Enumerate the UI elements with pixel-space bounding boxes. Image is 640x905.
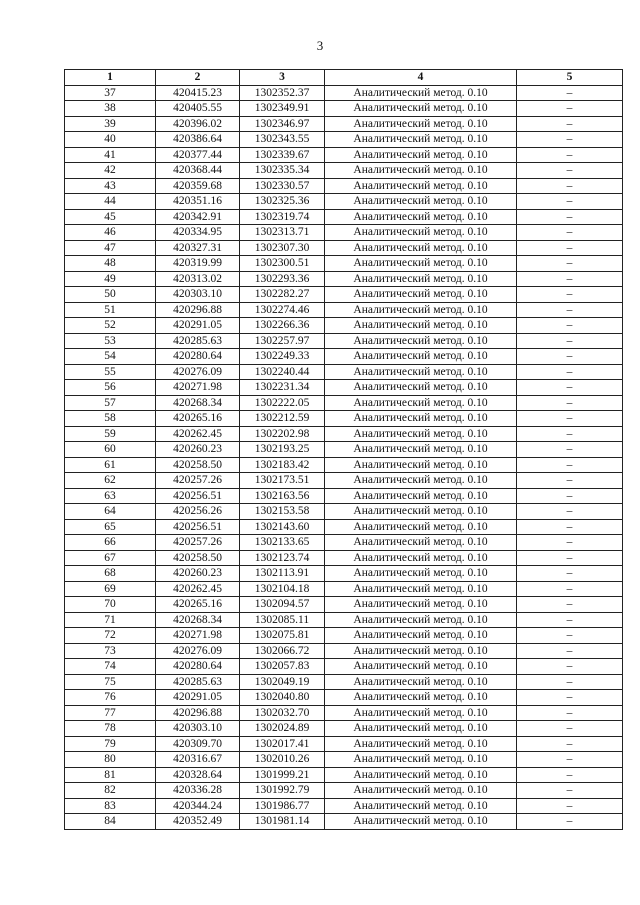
table-cell: Аналитический метод. 0.10 xyxy=(325,333,517,349)
table-cell: Аналитический метод. 0.10 xyxy=(325,566,517,582)
table-cell: – xyxy=(517,488,623,504)
table-row xyxy=(65,457,623,473)
table-cell: 1302212.59 xyxy=(240,411,325,427)
table-cell: Аналитический метод. 0.10 xyxy=(325,643,517,659)
table-row xyxy=(65,581,623,597)
table-cell: Аналитический метод. 0.10 xyxy=(325,178,517,194)
table-cell: – xyxy=(517,132,623,148)
table-cell: – xyxy=(517,411,623,427)
page-number: 3 xyxy=(316,38,324,53)
table-cell: 420256.26 xyxy=(156,504,240,520)
table-cell: 1302293.36 xyxy=(240,271,325,287)
table-cell: 1302307.30 xyxy=(240,240,325,256)
table-cell: 420359.68 xyxy=(156,178,240,194)
table-cell: 1302240.44 xyxy=(240,364,325,380)
table-cell: Аналитический метод. 0.10 xyxy=(325,612,517,628)
table-row xyxy=(65,659,623,675)
table-cell: 68 xyxy=(65,566,156,582)
table-cell: – xyxy=(517,721,623,737)
table-cell: Аналитический метод. 0.10 xyxy=(325,721,517,737)
table-cell: 52 xyxy=(65,318,156,334)
table-cell: 420285.63 xyxy=(156,333,240,349)
table-cell: 420262.45 xyxy=(156,581,240,597)
table-cell: 1302094.57 xyxy=(240,597,325,613)
table-cell: Аналитический метод. 0.10 xyxy=(325,504,517,520)
table-cell: 80 xyxy=(65,752,156,768)
table-cell: Аналитический метод. 0.10 xyxy=(325,411,517,427)
table-cell: 59 xyxy=(65,426,156,442)
table-cell: 1302343.55 xyxy=(240,132,325,148)
table-cell: Аналитический метод. 0.10 xyxy=(325,85,517,101)
table-row xyxy=(65,674,623,690)
table-cell: 78 xyxy=(65,721,156,737)
table-cell: 1302274.46 xyxy=(240,302,325,318)
table-cell: Аналитический метод. 0.10 xyxy=(325,349,517,365)
table-cell: Аналитический метод. 0.10 xyxy=(325,116,517,132)
table-cell: – xyxy=(517,736,623,752)
table-cell: – xyxy=(517,147,623,163)
table-cell: Аналитический метод. 0.10 xyxy=(325,256,517,272)
table-cell: – xyxy=(517,349,623,365)
table-cell: – xyxy=(517,783,623,799)
column-header: 5 xyxy=(517,70,623,86)
table-cell: – xyxy=(517,380,623,396)
table-cell: – xyxy=(517,225,623,241)
table-cell: Аналитический метод. 0.10 xyxy=(325,163,517,179)
table-cell: – xyxy=(517,504,623,520)
table-cell: 420309.70 xyxy=(156,736,240,752)
table-cell: Аналитический метод. 0.10 xyxy=(325,798,517,814)
table-cell: 420316.67 xyxy=(156,752,240,768)
table-cell: Аналитический метод. 0.10 xyxy=(325,426,517,442)
table-cell: 1302153.58 xyxy=(240,504,325,520)
table-cell: 1301981.14 xyxy=(240,814,325,830)
table-cell: 40 xyxy=(65,132,156,148)
table-cell: 1302085.11 xyxy=(240,612,325,628)
table-cell: 1302325.36 xyxy=(240,194,325,210)
table-cell: 420303.10 xyxy=(156,287,240,303)
table-cell: 70 xyxy=(65,597,156,613)
table-row xyxy=(65,690,623,706)
table-cell: 1302300.51 xyxy=(240,256,325,272)
table-cell: – xyxy=(517,674,623,690)
table-cell: Аналитический метод. 0.10 xyxy=(325,473,517,489)
table-cell: 420265.16 xyxy=(156,597,240,613)
table-cell: Аналитический метод. 0.10 xyxy=(325,380,517,396)
table-row xyxy=(65,147,623,163)
table-cell: – xyxy=(517,256,623,272)
table-cell: – xyxy=(517,287,623,303)
table-row xyxy=(65,240,623,256)
table-row xyxy=(65,395,623,411)
table-cell: Аналитический метод. 0.10 xyxy=(325,225,517,241)
table-cell: 57 xyxy=(65,395,156,411)
table-cell: 420291.05 xyxy=(156,318,240,334)
table-cell: Аналитический метод. 0.10 xyxy=(325,767,517,783)
column-header: 4 xyxy=(325,70,517,86)
table-cell: 1302202.98 xyxy=(240,426,325,442)
table-row xyxy=(65,302,623,318)
table-cell: 73 xyxy=(65,643,156,659)
table-cell: 60 xyxy=(65,442,156,458)
table-cell: Аналитический метод. 0.10 xyxy=(325,581,517,597)
table-row xyxy=(65,442,623,458)
table-cell: 82 xyxy=(65,783,156,799)
table-cell: – xyxy=(517,659,623,675)
table-cell: – xyxy=(517,271,623,287)
table-cell: – xyxy=(517,597,623,613)
table-cell: 420296.88 xyxy=(156,705,240,721)
table-cell: 1302282.27 xyxy=(240,287,325,303)
table-cell: 84 xyxy=(65,814,156,830)
table-cell: 1301986.77 xyxy=(240,798,325,814)
table-cell: – xyxy=(517,473,623,489)
table-cell: 1302352.37 xyxy=(240,85,325,101)
table-cell: – xyxy=(517,318,623,334)
table-row xyxy=(65,85,623,101)
table-cell: 67 xyxy=(65,550,156,566)
table-row xyxy=(65,767,623,783)
table-cell: 38 xyxy=(65,101,156,117)
table-cell: 420396.02 xyxy=(156,116,240,132)
table-row xyxy=(65,225,623,241)
table-cell: 420313.02 xyxy=(156,271,240,287)
table-row xyxy=(65,271,623,287)
table-cell: – xyxy=(517,194,623,210)
table-cell: Аналитический метод. 0.10 xyxy=(325,442,517,458)
table-row xyxy=(65,721,623,737)
table-cell: Аналитический метод. 0.10 xyxy=(325,209,517,225)
table-cell: 420296.88 xyxy=(156,302,240,318)
table-cell: – xyxy=(517,798,623,814)
table-cell: – xyxy=(517,395,623,411)
table-cell: – xyxy=(517,550,623,566)
table-cell: 1301992.79 xyxy=(240,783,325,799)
table-cell: – xyxy=(517,628,623,644)
table-cell: 41 xyxy=(65,147,156,163)
column-header: 1 xyxy=(65,70,156,86)
table-cell: 420342.91 xyxy=(156,209,240,225)
table-cell: 1302075.81 xyxy=(240,628,325,644)
table-row xyxy=(65,566,623,582)
table-cell: 420303.10 xyxy=(156,721,240,737)
table-cell: – xyxy=(517,535,623,551)
table-cell: 37 xyxy=(65,85,156,101)
table-cell: 75 xyxy=(65,674,156,690)
table-cell: 420271.98 xyxy=(156,628,240,644)
table-cell: Аналитический метод. 0.10 xyxy=(325,628,517,644)
table-row xyxy=(65,612,623,628)
table-cell: 1302319.74 xyxy=(240,209,325,225)
table-cell: – xyxy=(517,442,623,458)
table-row xyxy=(65,504,623,520)
table-cell: Аналитический метод. 0.10 xyxy=(325,318,517,334)
table-row xyxy=(65,287,623,303)
table-cell: – xyxy=(517,364,623,380)
table-cell: 50 xyxy=(65,287,156,303)
table-cell: Аналитический метод. 0.10 xyxy=(325,302,517,318)
table-row xyxy=(65,783,623,799)
table-cell: 46 xyxy=(65,225,156,241)
table-cell: Аналитический метод. 0.10 xyxy=(325,814,517,830)
table-cell: 61 xyxy=(65,457,156,473)
table-cell: Аналитический метод. 0.10 xyxy=(325,783,517,799)
table-cell: 420268.34 xyxy=(156,612,240,628)
table-cell: 58 xyxy=(65,411,156,427)
table-row xyxy=(65,194,623,210)
table-cell: – xyxy=(517,581,623,597)
table-cell: 420334.95 xyxy=(156,225,240,241)
table-cell: – xyxy=(517,690,623,706)
table-cell: Аналитический метод. 0.10 xyxy=(325,457,517,473)
table-row xyxy=(65,318,623,334)
table-cell: – xyxy=(517,752,623,768)
table-cell: Аналитический метод. 0.10 xyxy=(325,194,517,210)
table-cell: 42 xyxy=(65,163,156,179)
table-body xyxy=(65,85,623,829)
table-row xyxy=(65,597,623,613)
table-row xyxy=(65,752,623,768)
table-cell: 420352.49 xyxy=(156,814,240,830)
table-cell: 1302049.19 xyxy=(240,674,325,690)
table-cell: 43 xyxy=(65,178,156,194)
table-cell: 420257.26 xyxy=(156,535,240,551)
table-cell: 1302010.26 xyxy=(240,752,325,768)
table-cell: 76 xyxy=(65,690,156,706)
table-cell: 420262.45 xyxy=(156,426,240,442)
table-row xyxy=(65,736,623,752)
table-cell: – xyxy=(517,612,623,628)
table-cell: 420291.05 xyxy=(156,690,240,706)
column-header: 2 xyxy=(156,70,240,86)
table-cell: – xyxy=(517,85,623,101)
table-cell: 66 xyxy=(65,535,156,551)
table-cell: 45 xyxy=(65,209,156,225)
table-cell: 47 xyxy=(65,240,156,256)
table-cell: 1302249.33 xyxy=(240,349,325,365)
table-cell: 1302143.60 xyxy=(240,519,325,535)
table-cell: 1302057.83 xyxy=(240,659,325,675)
table-cell: 72 xyxy=(65,628,156,644)
table-cell: – xyxy=(517,457,623,473)
table-cell: 79 xyxy=(65,736,156,752)
table-row xyxy=(65,349,623,365)
table-cell: 55 xyxy=(65,364,156,380)
table-cell: 420336.28 xyxy=(156,783,240,799)
table-cell: 1302266.36 xyxy=(240,318,325,334)
table-cell: 420256.51 xyxy=(156,488,240,504)
table-cell: 420328.64 xyxy=(156,767,240,783)
table-cell: – xyxy=(517,240,623,256)
table-row xyxy=(65,333,623,349)
table-cell: Аналитический метод. 0.10 xyxy=(325,674,517,690)
table-header-row xyxy=(65,70,623,86)
table-cell: 1302193.25 xyxy=(240,442,325,458)
table-cell: 1302339.67 xyxy=(240,147,325,163)
table-cell: 420405.55 xyxy=(156,101,240,117)
table-cell: 81 xyxy=(65,767,156,783)
table-cell: 62 xyxy=(65,473,156,489)
table-cell: 39 xyxy=(65,116,156,132)
table-row xyxy=(65,814,623,830)
table-cell: Аналитический метод. 0.10 xyxy=(325,550,517,566)
table-row xyxy=(65,101,623,117)
table-cell: 1302231.34 xyxy=(240,380,325,396)
table-row xyxy=(65,132,623,148)
table-cell: 1302017.41 xyxy=(240,736,325,752)
table-cell: 1302313.71 xyxy=(240,225,325,241)
table-cell: Аналитический метод. 0.10 xyxy=(325,240,517,256)
table-cell: Аналитический метод. 0.10 xyxy=(325,287,517,303)
table-cell: 74 xyxy=(65,659,156,675)
table-cell: – xyxy=(517,767,623,783)
table-cell: Аналитический метод. 0.10 xyxy=(325,690,517,706)
table-row xyxy=(65,519,623,535)
table-cell: – xyxy=(517,705,623,721)
table-cell: 420271.98 xyxy=(156,380,240,396)
table-row xyxy=(65,535,623,551)
table-cell: – xyxy=(517,209,623,225)
table-row xyxy=(65,473,623,489)
table-row xyxy=(65,178,623,194)
table-cell: 420258.50 xyxy=(156,550,240,566)
table-cell: 1302183.42 xyxy=(240,457,325,473)
table-cell: 420276.09 xyxy=(156,643,240,659)
table-cell: 420327.31 xyxy=(156,240,240,256)
table-cell: 1302349.91 xyxy=(240,101,325,117)
table-row xyxy=(65,426,623,442)
table-row xyxy=(65,411,623,427)
table-cell: 54 xyxy=(65,349,156,365)
table-cell: 65 xyxy=(65,519,156,535)
table-cell: 83 xyxy=(65,798,156,814)
table-cell: Аналитический метод. 0.10 xyxy=(325,488,517,504)
table-cell: 420285.63 xyxy=(156,674,240,690)
table-cell: – xyxy=(517,163,623,179)
table-cell: 1302222.05 xyxy=(240,395,325,411)
table-cell: 1302163.56 xyxy=(240,488,325,504)
table-cell: 1302024.89 xyxy=(240,721,325,737)
table-cell: 56 xyxy=(65,380,156,396)
table-row xyxy=(65,256,623,272)
table-cell: 420257.26 xyxy=(156,473,240,489)
table-cell: – xyxy=(517,116,623,132)
table-cell: 48 xyxy=(65,256,156,272)
table-cell: 420260.23 xyxy=(156,566,240,582)
table-cell: 1302123.74 xyxy=(240,550,325,566)
table-cell: Аналитический метод. 0.10 xyxy=(325,535,517,551)
table-cell: 420280.64 xyxy=(156,659,240,675)
table-row xyxy=(65,550,623,566)
table-cell: Аналитический метод. 0.10 xyxy=(325,519,517,535)
table-cell: 1302330.57 xyxy=(240,178,325,194)
table-cell: 1301999.21 xyxy=(240,767,325,783)
table-cell: Аналитический метод. 0.10 xyxy=(325,752,517,768)
table-cell: 1302104.18 xyxy=(240,581,325,597)
table-cell: 1302335.34 xyxy=(240,163,325,179)
table-cell: 53 xyxy=(65,333,156,349)
column-header: 3 xyxy=(240,70,325,86)
table-row xyxy=(65,380,623,396)
table-cell: – xyxy=(517,814,623,830)
table-cell: 1302133.65 xyxy=(240,535,325,551)
table-row xyxy=(65,209,623,225)
table-row xyxy=(65,628,623,644)
table-cell: 420276.09 xyxy=(156,364,240,380)
table-cell: – xyxy=(517,566,623,582)
table-cell: Аналитический метод. 0.10 xyxy=(325,364,517,380)
table-cell: 420258.50 xyxy=(156,457,240,473)
table-cell: – xyxy=(517,178,623,194)
table-cell: – xyxy=(517,101,623,117)
table-cell: – xyxy=(517,643,623,659)
coordinates-table xyxy=(64,69,623,830)
table-cell: 77 xyxy=(65,705,156,721)
table-cell: 420415.23 xyxy=(156,85,240,101)
table-cell: 64 xyxy=(65,504,156,520)
table-cell: 49 xyxy=(65,271,156,287)
table-cell: Аналитический метод. 0.10 xyxy=(325,101,517,117)
table-cell: 420377.44 xyxy=(156,147,240,163)
table-cell: Аналитический метод. 0.10 xyxy=(325,705,517,721)
table-cell: 420256.51 xyxy=(156,519,240,535)
table-cell: 1302032.70 xyxy=(240,705,325,721)
table-row xyxy=(65,705,623,721)
table-cell: 71 xyxy=(65,612,156,628)
table-cell: 420265.16 xyxy=(156,411,240,427)
table-cell: Аналитический метод. 0.10 xyxy=(325,147,517,163)
table-cell: 420280.64 xyxy=(156,349,240,365)
table-cell: 420351.16 xyxy=(156,194,240,210)
table-cell: 420268.34 xyxy=(156,395,240,411)
table-cell: 69 xyxy=(65,581,156,597)
table-cell: – xyxy=(517,333,623,349)
table-row xyxy=(65,163,623,179)
table-row xyxy=(65,798,623,814)
table-cell: 1302113.91 xyxy=(240,566,325,582)
table-cell: 420319.99 xyxy=(156,256,240,272)
table-cell: 1302346.97 xyxy=(240,116,325,132)
table-cell: Аналитический метод. 0.10 xyxy=(325,736,517,752)
table-cell: 1302173.51 xyxy=(240,473,325,489)
table-cell: 420344.24 xyxy=(156,798,240,814)
table-row xyxy=(65,488,623,504)
table-cell: 44 xyxy=(65,194,156,210)
table-cell: 51 xyxy=(65,302,156,318)
table-cell: Аналитический метод. 0.10 xyxy=(325,597,517,613)
table-cell: Аналитический метод. 0.10 xyxy=(325,271,517,287)
table-cell: Аналитический метод. 0.10 xyxy=(325,395,517,411)
table-cell: – xyxy=(517,302,623,318)
table-cell: Аналитический метод. 0.10 xyxy=(325,132,517,148)
table-cell: 1302257.97 xyxy=(240,333,325,349)
table-cell: 63 xyxy=(65,488,156,504)
table-cell: – xyxy=(517,519,623,535)
table-row xyxy=(65,116,623,132)
table-cell: 420368.44 xyxy=(156,163,240,179)
table-cell: 1302066.72 xyxy=(240,643,325,659)
table-cell: 1302040.80 xyxy=(240,690,325,706)
table-row xyxy=(65,643,623,659)
table-cell: 420260.23 xyxy=(156,442,240,458)
table-cell: – xyxy=(517,426,623,442)
table-cell: 420386.64 xyxy=(156,132,240,148)
table-row xyxy=(65,364,623,380)
table-cell: Аналитический метод. 0.10 xyxy=(325,659,517,675)
